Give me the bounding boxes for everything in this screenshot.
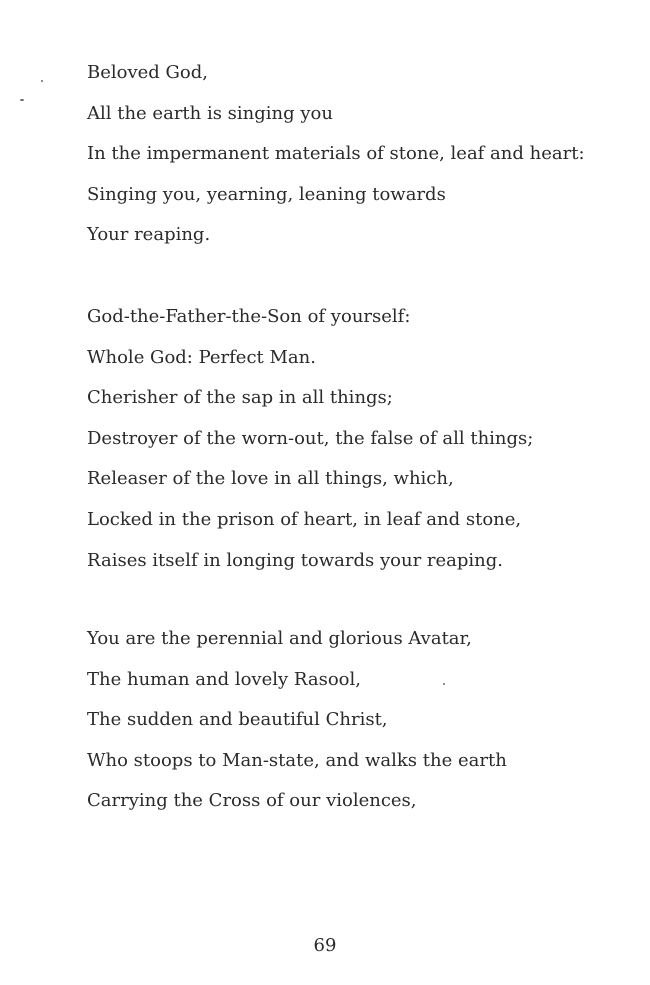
poem-line: God-the-Father-the-Son of yourself: [87, 306, 411, 327]
poem-line: You are the perennial and glorious Avatar, [87, 628, 472, 649]
poem-stanza [87, 53, 585, 256]
ink-speck [20, 99, 24, 101]
ink-speck [443, 683, 445, 685]
ink-speck [41, 80, 43, 82]
poem-line: Destroyer of the worn-out, the false of all things; [87, 427, 534, 449]
poem-line: All the earth is singing you [87, 102, 333, 124]
poem-line: The human and lovely Rasool, [87, 668, 361, 690]
poem-line: Carrying the Cross of our violences, [87, 790, 417, 812]
poem-line: Your reaping. [87, 224, 211, 246]
poem-line: Singing you, yearning, leaning towards [87, 183, 446, 205]
poem-stanza [87, 619, 507, 822]
poem-line: Beloved God, [87, 62, 208, 83]
poem-line: Locked in the prison of heart, in leaf and stone, [87, 508, 522, 530]
poem-line: Who stoops to Man-state, and walks the earth [87, 749, 507, 771]
poem-line: Releaser of the love in all things, which, [87, 468, 454, 490]
poem-line: Cherisher of the sap in all things; [87, 387, 393, 409]
poem-stanza [87, 297, 533, 581]
poem-line: The sudden and beautiful Christ, [87, 709, 388, 731]
poem-line: Raises itself in longing towards your reaping. [87, 549, 504, 571]
poem-line: Whole God: Perfect Man. [87, 346, 316, 368]
page-number: 69 [313, 935, 337, 956]
poem-line: In the impermanent materials of stone, leaf and heart: [87, 143, 585, 165]
